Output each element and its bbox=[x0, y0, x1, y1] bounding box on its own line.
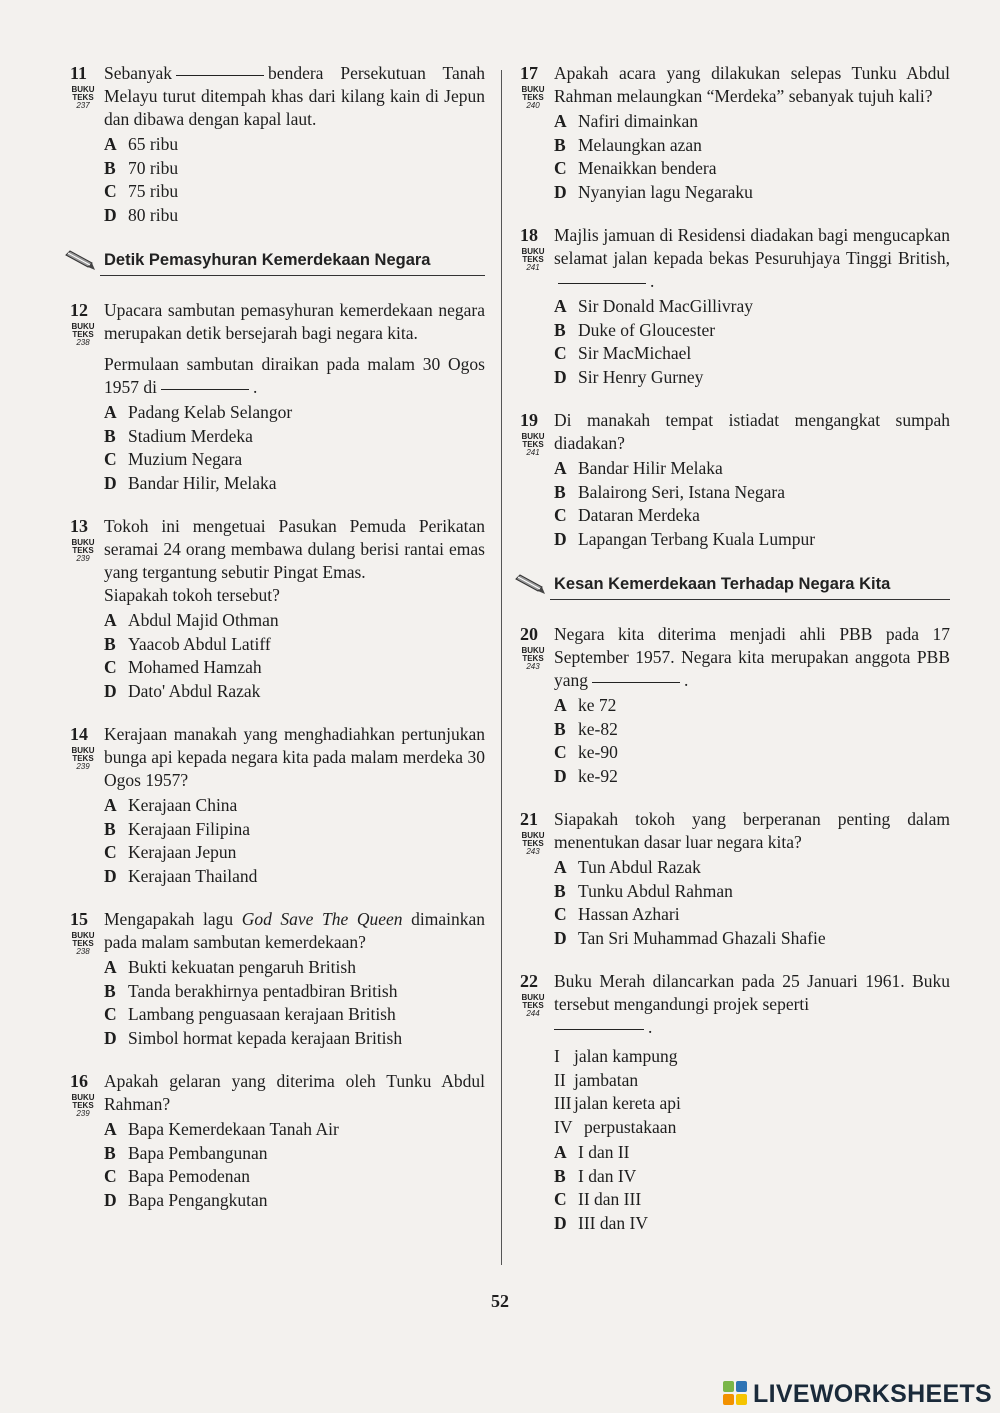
option-c[interactable]: C Mohamed Hamzah bbox=[104, 657, 262, 677]
option-c[interactable]: C Sir MacMichael bbox=[554, 343, 692, 363]
question-text: Majlis jamuan di Residensi diadakan bagi mengucapkan selamat jalan kepada bekas Pesuruhjaya Tinggi British,. bbox=[554, 225, 950, 291]
option-b[interactable]: B Stadium Merdeka bbox=[104, 425, 253, 446]
option-b[interactable]: B 70 ribu bbox=[104, 157, 179, 178]
pencil-icon bbox=[62, 247, 98, 273]
question-text: Siapakah tokoh yang berperanan penting dalam menentukan dasar luar negara kita? bbox=[554, 809, 950, 852]
option-d[interactable]: D Bandar Hilir, Melaka bbox=[104, 472, 277, 493]
option-c[interactable]: C Hassan Azhari bbox=[554, 904, 680, 924]
options-list bbox=[554, 295, 950, 389]
option-d[interactable]: D Simbol hormat kepada kerajaan British bbox=[104, 1027, 403, 1048]
options-list bbox=[104, 1118, 485, 1212]
question-paragraph: Permulaan sambutan diraikan pada malam 30 Ogos 1957 di . bbox=[104, 354, 485, 397]
question-number: 15 bbox=[70, 909, 88, 929]
answer-blank[interactable] bbox=[161, 388, 249, 390]
option-d[interactable]: D Dato' Abdul Razak bbox=[104, 680, 261, 701]
question-text: Tokoh ini mengetuai Pasukan Pemuda Perikatan seramai 24 orang membawa dulang berisi rantai emas yang tergantung sebutir Pingat Emas. bbox=[104, 516, 485, 582]
question-number: 21 bbox=[520, 809, 538, 829]
question-text: Apakah gelaran yang diterima oleh Tunku Abdul Rahman? bbox=[104, 1071, 485, 1114]
question-13 bbox=[70, 515, 485, 703]
section-header-detik bbox=[70, 247, 485, 281]
question-number: 22 bbox=[520, 971, 538, 991]
liveworksheets-watermark bbox=[723, 1380, 992, 1408]
option-a[interactable]: A Bandar Hilir Melaka bbox=[554, 458, 723, 478]
buku-teks-badge: BUKU TEKS 243 bbox=[521, 646, 545, 671]
statement-iii: III jalan kereta api bbox=[554, 1093, 681, 1113]
liveworksheets-logo-icon bbox=[723, 1381, 749, 1407]
option-a[interactable]: A Nafiri dimainkan bbox=[554, 111, 699, 131]
options-list bbox=[104, 133, 485, 227]
question-text: Apakah acara yang dilakukan selepas Tunku Abdul Rahman melaungkan “Merdeka” sebanyak tujuh kali? bbox=[554, 63, 950, 106]
question-19 bbox=[520, 409, 950, 551]
option-c[interactable]: C Bapa Pemodenan bbox=[104, 1166, 250, 1186]
option-c[interactable]: C ke-90 bbox=[554, 742, 618, 762]
option-d[interactable]: D Lapangan Terbang Kuala Lumpur bbox=[554, 528, 816, 549]
buku-teks-badge: BUKU TEKS 239 bbox=[71, 1093, 95, 1118]
option-a[interactable]: A I dan II bbox=[554, 1142, 630, 1162]
option-d[interactable]: D III dan IV bbox=[554, 1212, 648, 1233]
pencil-icon bbox=[512, 571, 548, 597]
question-11 bbox=[70, 62, 485, 227]
option-c[interactable]: C Muzium Negara bbox=[104, 449, 243, 469]
options-list bbox=[104, 794, 485, 888]
option-b[interactable]: B Melaungkan azan bbox=[554, 134, 702, 155]
answer-blank[interactable] bbox=[176, 74, 264, 76]
column-divider bbox=[501, 70, 502, 1265]
section-header-kesan bbox=[520, 571, 950, 605]
question-number: 20 bbox=[520, 624, 538, 644]
question-number: 17 bbox=[520, 63, 538, 83]
statement-iv: IV perpustakaan bbox=[554, 1116, 677, 1137]
option-c[interactable]: C Menaikkan bendera bbox=[554, 158, 717, 178]
answer-blank[interactable] bbox=[592, 681, 680, 683]
option-d[interactable]: D Nyanyian lagu Negaraku bbox=[554, 181, 753, 202]
options-list bbox=[104, 956, 485, 1050]
option-b[interactable]: B Balairong Seri, Istana Negara bbox=[554, 481, 786, 502]
buku-teks-badge: BUKU TEKS 240 bbox=[521, 85, 545, 110]
buku-teks-badge: BUKU TEKS 243 bbox=[521, 831, 545, 856]
question-number: 18 bbox=[520, 225, 538, 245]
options-list bbox=[104, 609, 485, 703]
question-text: Negara kita diterima menjadi ahli PBB pada 17 September 1957. Negara kita merupakan anggota PBB yang . bbox=[554, 624, 950, 690]
option-a[interactable]: A Abdul Majid Othman bbox=[104, 610, 279, 630]
question-12 bbox=[70, 299, 485, 495]
section-rule bbox=[100, 275, 485, 276]
buku-teks-badge: BUKU TEKS 237 bbox=[71, 85, 95, 110]
answer-blank[interactable] bbox=[554, 1028, 644, 1030]
question-text: Mengapakah lagu God Save The Queen dimainkan pada malam sambutan kemerdekaan? bbox=[104, 909, 486, 952]
option-b[interactable]: B Bapa Pembangunan bbox=[104, 1142, 268, 1163]
question-paragraph: Siapakah tokoh tersebut? bbox=[104, 585, 280, 605]
option-d[interactable]: D Kerajaan Thailand bbox=[104, 865, 258, 886]
question-17 bbox=[520, 62, 950, 204]
option-b[interactable]: B ke-82 bbox=[554, 718, 618, 739]
option-c[interactable]: C 75 ribu bbox=[104, 181, 179, 201]
option-b[interactable]: B I dan IV bbox=[554, 1165, 637, 1186]
question-21 bbox=[520, 808, 950, 950]
question-14 bbox=[70, 723, 485, 888]
buku-teks-badge: BUKU TEKS 239 bbox=[71, 538, 95, 563]
option-c[interactable]: C Lambang penguasaan kerajaan British bbox=[104, 1004, 396, 1024]
question-text: Buku Merah dilancarkan pada 25 Januari 1961. Buku tersebut mengandungi projek seperti . bbox=[554, 971, 950, 1037]
statement-ii: II jambatan bbox=[554, 1069, 639, 1090]
options-list bbox=[554, 457, 950, 551]
option-a[interactable]: A Bukti kekuatan pengaruh British bbox=[104, 957, 356, 977]
question-number: 12 bbox=[70, 300, 88, 320]
option-a[interactable]: A 65 ribu bbox=[104, 134, 179, 154]
buku-teks-badge: BUKU TEKS 238 bbox=[71, 931, 95, 956]
question-number: 14 bbox=[70, 724, 88, 744]
option-d[interactable]: D Bapa Pengangkutan bbox=[104, 1189, 268, 1210]
option-a[interactable]: A Bapa Kemerdekaan Tanah Air bbox=[104, 1119, 339, 1139]
option-d[interactable]: D Tan Sri Muhammad Ghazali Shafie bbox=[554, 927, 826, 948]
option-d[interactable]: D ke-92 bbox=[554, 765, 618, 786]
option-a[interactable]: A Tun Abdul Razak bbox=[554, 857, 701, 877]
buku-teks-badge: BUKU TEKS 239 bbox=[71, 746, 95, 771]
option-c[interactable]: C Kerajaan Jepun bbox=[104, 842, 237, 862]
option-b[interactable]: B Tanda berakhirnya pentadbiran British bbox=[104, 980, 398, 1001]
question-18 bbox=[520, 224, 950, 389]
section-rule bbox=[550, 599, 950, 600]
options-list bbox=[554, 110, 950, 204]
question-number: 19 bbox=[520, 410, 538, 430]
question-text: Kerajaan manakah yang menghadiahkan pertunjukan bunga api kepada negara kita pada malam merdeka 30 Ogos 1957? bbox=[104, 724, 485, 790]
section-title: Detik Pemasyhuran Kemerdekaan Negara bbox=[104, 251, 431, 269]
question-text: Upacara sambutan pemasyhuran kemerdekaan negara merupakan detik bersejarah bagi negara kita. bbox=[104, 300, 485, 343]
option-d[interactable]: D Sir Henry Gurney bbox=[554, 366, 704, 387]
options-list bbox=[554, 694, 950, 788]
question-22 bbox=[520, 970, 950, 1235]
question-number: 11 bbox=[70, 63, 88, 83]
option-b[interactable]: B Duke of Gloucester bbox=[554, 319, 716, 340]
option-b[interactable]: B Yaacob Abdul Latiff bbox=[104, 633, 271, 654]
option-d[interactable]: D 80 ribu bbox=[104, 204, 179, 225]
option-a[interactable]: A ke 72 bbox=[554, 695, 617, 715]
option-a[interactable]: A Sir Donald MacGillivray bbox=[554, 296, 753, 316]
question-text: Sebanyak bendera Persekutuan Tanah Melayu turut ditempah khas dari kilang kain di Jepun dan dibawa dengan kapal laut. bbox=[104, 63, 485, 129]
statement-i: I jalan kampung bbox=[554, 1046, 678, 1066]
option-c[interactable]: C Dataran Merdeka bbox=[554, 505, 700, 525]
question-text: Di manakah tempat istiadat mengangkat sumpah diadakan? bbox=[554, 410, 950, 453]
options-list bbox=[554, 1141, 950, 1235]
buku-teks-badge: BUKU TEKS 241 bbox=[521, 432, 545, 457]
buku-teks-badge: BUKU TEKS 244 bbox=[521, 993, 545, 1018]
option-b[interactable]: B Tunku Abdul Rahman bbox=[554, 880, 733, 901]
option-b[interactable]: B Kerajaan Filipina bbox=[104, 818, 250, 839]
page-number: 52 bbox=[491, 1291, 509, 1311]
question-number: 13 bbox=[70, 516, 88, 536]
answer-blank[interactable] bbox=[558, 282, 646, 284]
question-15 bbox=[70, 908, 485, 1050]
statement-list bbox=[554, 1045, 950, 1139]
question-16 bbox=[70, 1070, 485, 1212]
buku-teks-badge: BUKU TEKS 241 bbox=[521, 247, 545, 272]
left-column bbox=[70, 62, 485, 1232]
option-a[interactable]: A Kerajaan China bbox=[104, 795, 238, 815]
question-number: 16 bbox=[70, 1071, 88, 1091]
buku-teks-badge: BUKU TEKS 238 bbox=[71, 322, 95, 347]
options-list bbox=[104, 401, 485, 495]
options-list bbox=[554, 856, 950, 950]
option-c[interactable]: C II dan III bbox=[554, 1189, 642, 1209]
option-a[interactable]: A Padang Kelab Selangor bbox=[104, 402, 293, 422]
watermark-text: LIVEWORKSHEETS bbox=[753, 1379, 992, 1408]
section-title: Kesan Kemerdekaan Terhadap Negara Kita bbox=[554, 575, 891, 593]
right-column bbox=[520, 62, 950, 1255]
question-20 bbox=[520, 623, 950, 788]
